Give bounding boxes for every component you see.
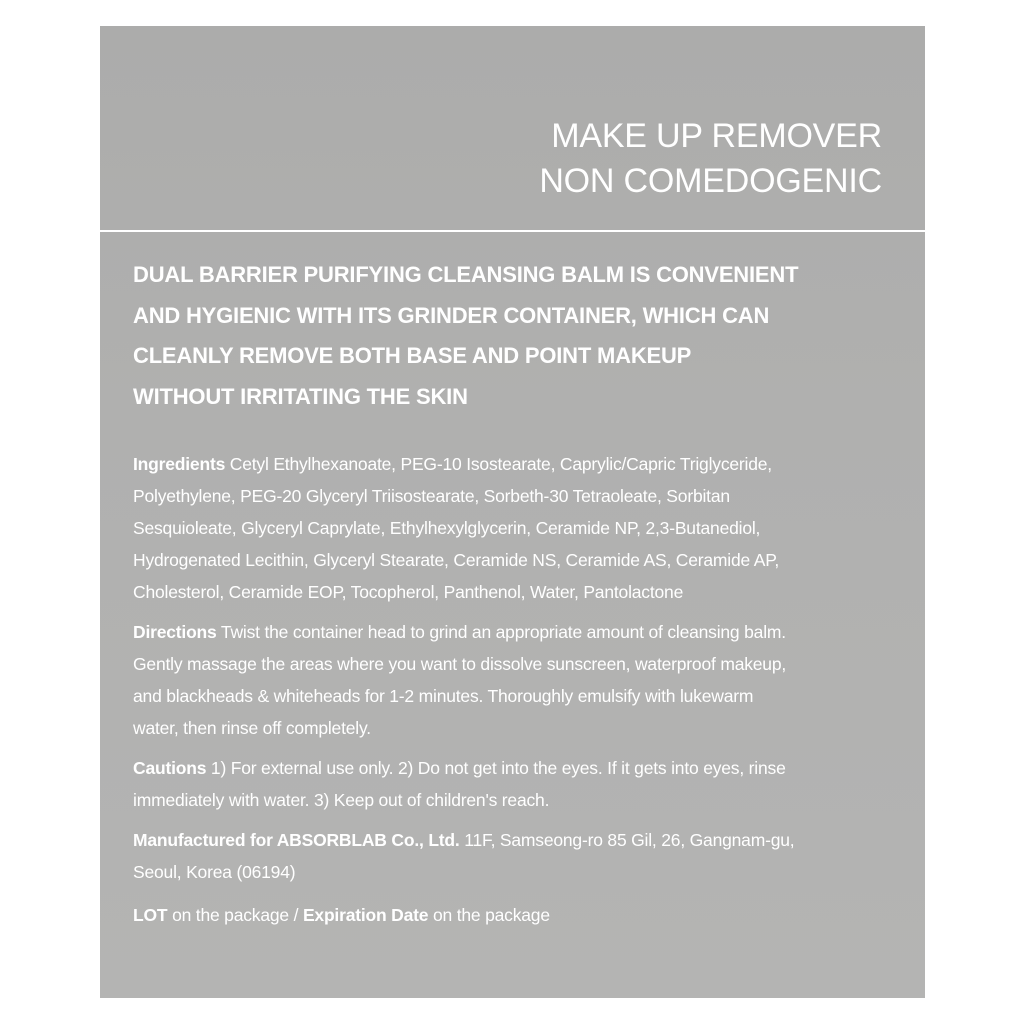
manufacturer-line: Seoul, Korea (06194) — [133, 862, 296, 882]
directions-section — [133, 616, 903, 744]
lot-expiration-line — [133, 899, 903, 931]
ingredients-text: Cetyl Ethylhexanoate, PEG-10 Isostearate, Caprylic/Capric Triglyceride, — [225, 454, 772, 474]
lot-label: LOT — [133, 905, 168, 925]
product-header — [539, 114, 882, 204]
ingredients-line: Hydrogenated Lecithin, Glyceryl Stearate, Ceramide NS, Ceramide AS, Ceramide AP, — [133, 550, 780, 570]
divider-line — [100, 230, 925, 232]
directions-line — [133, 616, 903, 648]
manufacturer-address: 11F, Samseong-ro 85 Gil, 26, Gangnam-gu, — [459, 830, 795, 850]
directions-text: Twist the container head to grind an appropriate amount of cleansing balm. — [216, 622, 786, 642]
header-line-1: MAKE UP REMOVER — [551, 117, 882, 155]
ingredients-line: Polyethylene, PEG-20 Glyceryl Triisostearate, Sorbeth-30 Tetraoleate, Sorbitan — [133, 486, 730, 506]
manufacturer-line — [133, 824, 903, 856]
header-line-2: NON COMEDOGENIC — [539, 162, 882, 200]
cautions-line — [133, 752, 903, 784]
directions-label: Directions — [133, 622, 217, 642]
lead-line: WITHOUT IRRITATING THE SKIN — [133, 383, 468, 409]
lead-line: AND HYGIENIC WITH ITS GRINDER CONTAINER, WHICH CAN — [133, 302, 770, 328]
directions-line: Gently massage the areas where you want to dissolve sunscreen, waterproof makeup, — [133, 654, 787, 674]
cautions-label: Cautions — [133, 758, 207, 778]
lead-line: CLEANLY REMOVE BOTH BASE AND POINT MAKEUP — [133, 343, 692, 368]
ingredients-section — [133, 448, 903, 608]
directions-line: water, then rinse off completely. — [133, 718, 371, 738]
directions-line: and blackheads & whiteheads for 1-2 minutes. Thoroughly emulsify with lukewarm — [133, 686, 754, 706]
lot-text: on the package / — [167, 905, 303, 925]
manufacturer-section — [133, 824, 903, 888]
package-panel — [100, 26, 925, 998]
ingredients-label: Ingredients — [133, 454, 226, 474]
ingredients-line: Cholesterol, Ceramide EOP, Tocopherol, Panthenol, Water, Pantolactone — [133, 582, 684, 602]
expiration-text: on the package — [428, 905, 550, 925]
ingredients-line: Sesquioleate, Glyceryl Caprylate, Ethylhexylglycerin, Ceramide NP, 2,3-Butanediol, — [133, 518, 761, 538]
lead-description — [133, 255, 903, 417]
manufacturer-label: Manufactured for ABSORBLAB Co., Ltd. — [133, 830, 460, 850]
lead-line: DUAL BARRIER PURIFYING CLEANSING BALM IS CONVENIENT — [133, 262, 799, 287]
cautions-text: 1) For external use only. 2) Do not get into the eyes. If it gets into eyes, rinse — [206, 758, 786, 778]
cautions-line: immediately with water. 3) Keep out of children's reach. — [133, 790, 550, 810]
expiration-label: Expiration Date — [302, 905, 429, 925]
ingredients-line — [133, 448, 903, 480]
cautions-section — [133, 752, 903, 816]
